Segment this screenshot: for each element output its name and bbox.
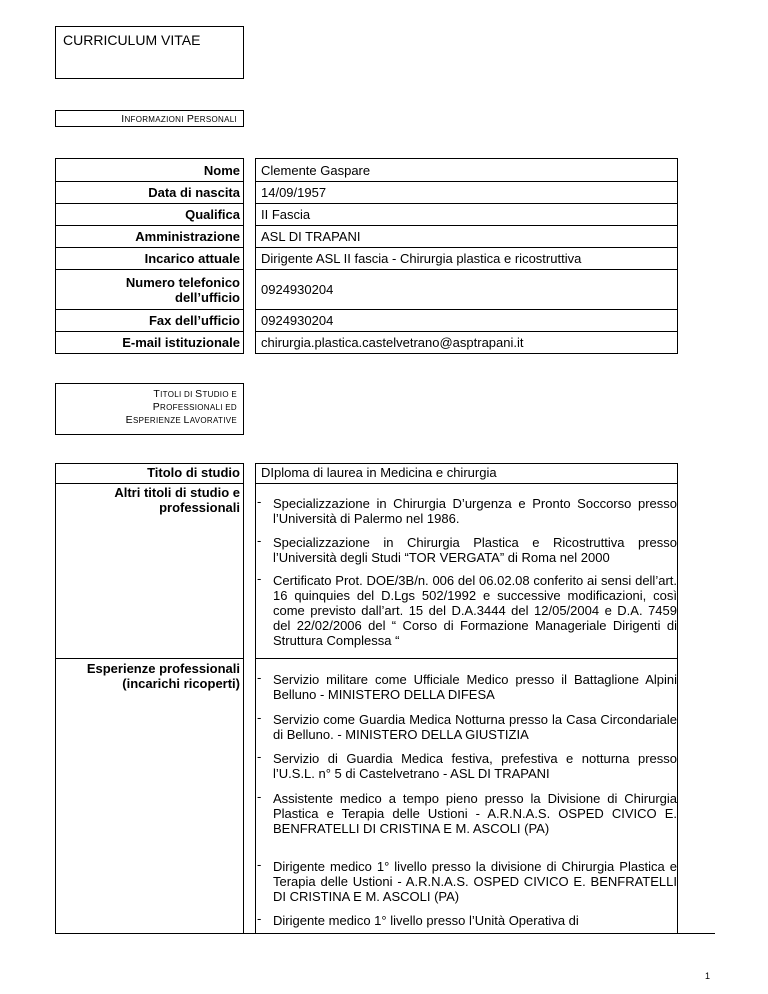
footer-rule [55,933,715,934]
value-titolo-studio: DIploma di laurea in Medicina e chirurgia [255,463,678,483]
value-nome: Clemente Gaspare [255,158,678,181]
label-data-nascita: Data di nascita [55,181,244,203]
section-studies-line-3: ESPERIENZE LAVORATIVE [125,414,237,426]
label-nome: Nome [55,158,244,181]
label-email-istituzionale: E-mail istituzionale [55,331,244,354]
label-esperienze: Esperienze professionali (incarichi ricoperti) [55,658,244,933]
label-incarico-attuale: Incarico attuale [55,247,244,269]
altri-titoli-item: - Certificato Prot. DOE/3B/n. 006 del 06.02.08 conferito ai sensi dell’art. 16 quinquies del D.Lgs 502/1992 e successive modificazioni, così come previsto dall’art. 15 del D.A.3444 del 12/05/2004 e D.A. 7459 del 22/02/2006 del “ Corso di Formazione Manageriale Dirigenti di Struttura Complessa “ [257,571,677,648]
label-titolo-studio: Titolo di studio [55,463,244,483]
section-studies-line-1: TITOLI DI STUDIO E [153,388,237,400]
item-dash: - [257,749,262,764]
right-col-mid-border [255,658,678,659]
right-col-top-border [255,483,678,484]
cv-title-box [55,26,244,79]
item-dash: - [257,857,262,872]
right-col-left-border [255,483,256,933]
item-dash: - [257,571,262,586]
section-studies-header [55,383,244,435]
value-fax-ufficio: 0924930204 [255,309,678,331]
section-studies-line-2: PROFESSIONALI ED [152,401,237,413]
value-qualifica: II Fascia [255,203,678,225]
value-email-istituzionale: chirurgia.plastica.castelvetrano@asptrapani.it [255,331,678,354]
value-data-nascita: 14/09/1957 [255,181,678,203]
item-dash: - [257,710,262,725]
altri-titoli-item: - Specializzazione in Chirurgia D’urgenza e Pronto Soccorso presso l’Università di Palermo nel 1986. [257,494,677,526]
label-fax-ufficio: Fax dell’ufficio [55,309,244,331]
value-incarico-attuale: Dirigente ASL II fascia - Chirurgia plastica e ricostruttiva [255,247,678,269]
altri-titoli-item: - Specializzazione in Chirurgia Plastica e Ricostruttiva presso l’Università degli Studi “TOR VERGATA” di Roma nel 2000 [257,533,677,565]
label-qualifica: Qualifica [55,203,244,225]
label-telefono-ufficio: Numero telefonico dell’ufficio [55,269,244,309]
label-altri-titoli: Altri titoli di studio e professionali [55,483,244,658]
cv-title: CURRICULUM VITAE [63,32,201,48]
esperienza-item: - Servizio militare come Ufficiale Medico presso il Battaglione Alpini Belluno - MINISTERO DELLA DIFESA [257,670,677,702]
item-dash: - [257,494,262,509]
right-col-right-border [677,483,678,933]
esperienza-item: - Dirigente medico 1° livello presso l’Unità Operativa di [257,911,579,928]
esperienza-item: - Servizio di Guardia Medica festiva, prefestiva e notturna presso l’U.S.L. n° 5 di Castelvetrano - ASL DI TRAPANI [257,749,677,781]
item-dash: - [257,911,262,926]
label-amministrazione: Amministrazione [55,225,244,247]
esperienza-item: - Dirigente medico 1° livello presso la divisione di Chirurgia Plastica e Terapia delle Ustioni - A.R.N.A.S. OSPED CIVICO E. BENFRATELLI DI CRISTINA E M. ASCOLI (PA) [257,857,677,904]
item-dash: - [257,789,262,804]
section-personal-info-header: INFORMAZIONI PERSONALI [55,110,244,127]
esperienza-item: - Assistente medico a tempo pieno presso la Divisione di Chirurgia Plastica e Terapia delle Ustioni - A.R.N.A.S. OSPED CIVICO E. BENFRATELLI DI CRISTINA E M. ASCOLI (PA) [257,789,677,836]
item-dash: - [257,670,262,685]
esperienza-item: - Servizio come Guardia Medica Notturna presso la Casa Circondariale di Belluno. - MINISTERO DELLA GIUSTIZIA [257,710,677,742]
page-number: 1 [704,971,710,981]
value-telefono-ufficio: 0924930204 [255,269,678,309]
value-amministrazione: ASL DI TRAPANI [255,225,678,247]
item-dash: - [257,533,262,548]
